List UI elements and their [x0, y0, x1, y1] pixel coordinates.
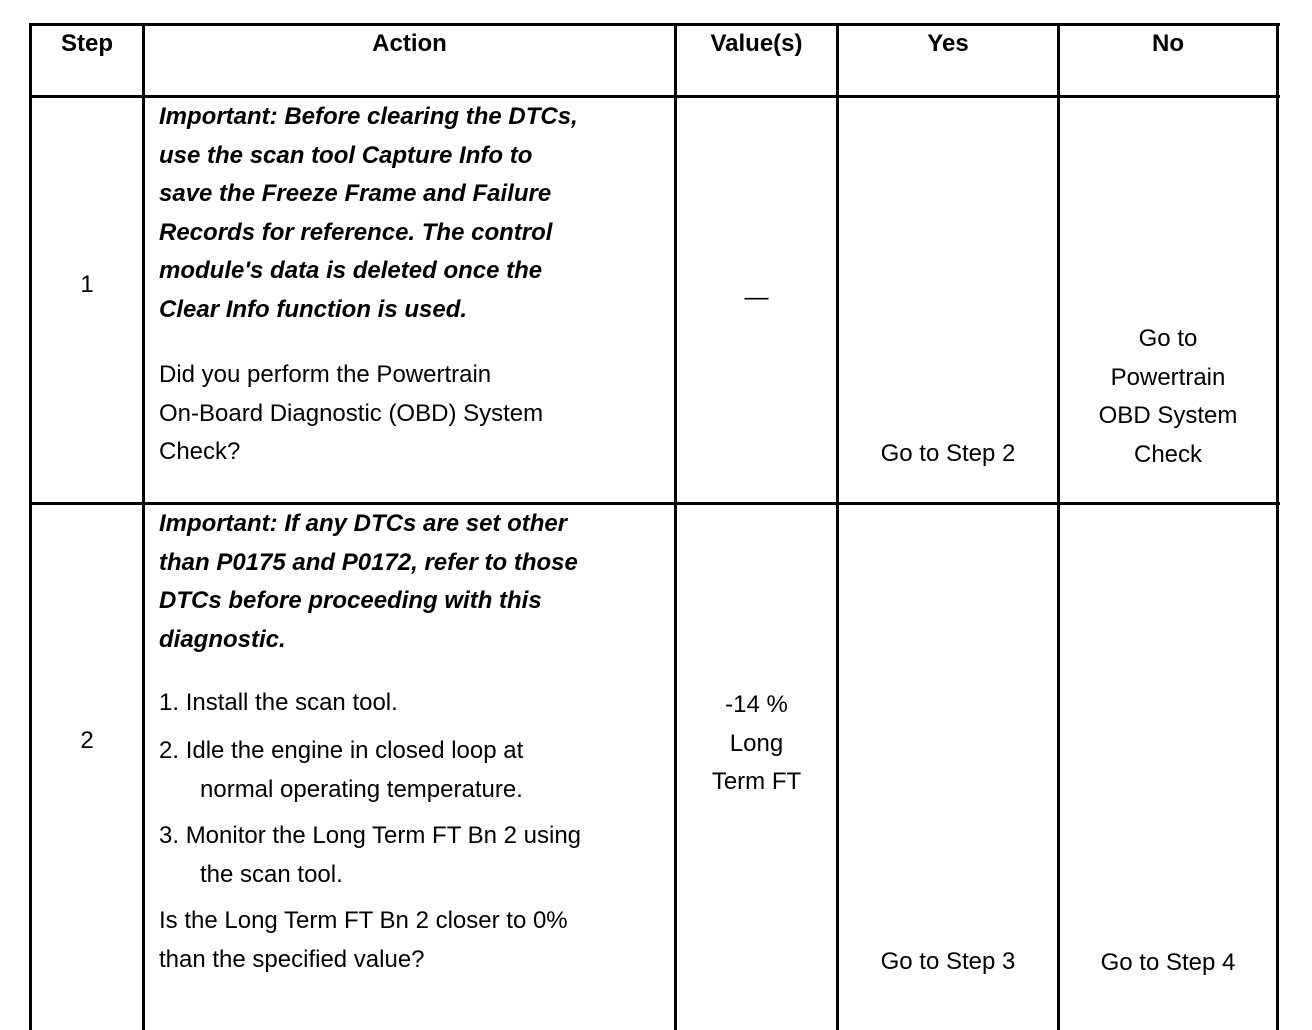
- row1-no-action: [1060, 320, 1276, 474]
- row2-important-line: than P0175 and P0172, refer to those: [159, 548, 578, 576]
- row1-yes-action: Go to Step 2: [880, 440, 1016, 467]
- row1-question: [159, 356, 669, 472]
- row1-no-line: Check: [1133, 440, 1203, 468]
- row1-important-line: Clear Info function is used.: [159, 295, 468, 323]
- row1-important-line: Records for reference. The control: [159, 218, 553, 246]
- row2-value-line: Term FT: [711, 768, 802, 795]
- row1-important-line: module's data is deleted once the: [159, 257, 543, 284]
- row1-no-line: Go to: [1138, 325, 1198, 352]
- row1-value-dash: —: [744, 284, 769, 311]
- row2-important-line: DTCs before proceeding with this: [159, 587, 542, 614]
- substep-text-cont: normal operating temperature.: [200, 775, 523, 803]
- row2-value-line: -14 %: [725, 691, 788, 718]
- row2-substep-2: [159, 732, 669, 809]
- row1-question-line: Did you perform the Powertrain: [159, 361, 492, 388]
- row1-step-number: 1: [80, 271, 94, 298]
- row1-important-line: Important: Before clearing the DTCs,: [159, 103, 578, 130]
- substep-number: 3.: [159, 822, 180, 849]
- row2-question-line: Is the Long Term FT Bn 2 closer to 0%: [159, 907, 568, 934]
- row2-question: [159, 902, 669, 979]
- header-no: No: [1152, 30, 1184, 57]
- row2-yes-action: Go to Step 3: [880, 948, 1016, 975]
- substep-number: 2.: [159, 737, 180, 764]
- col-divider-value: [836, 23, 839, 1030]
- col-divider-action: [674, 23, 677, 1030]
- row2-important-note: [159, 505, 669, 659]
- row2-step-number: 2: [80, 727, 94, 754]
- row2-important-line: diagnostic.: [159, 625, 286, 653]
- row2-value: [677, 686, 836, 802]
- substep-text-cont: the scan tool.: [200, 860, 343, 888]
- table-left-border: [29, 23, 32, 1030]
- row2-value-line: Long: [729, 729, 784, 757]
- table-right-border: [1276, 23, 1279, 1030]
- row2-important-line: Important: If any DTCs are set other: [159, 510, 568, 537]
- row1-question-line: Check?: [159, 438, 241, 465]
- col-divider-step: [142, 23, 145, 1030]
- header-action: Action: [372, 30, 447, 57]
- header-yes: Yes: [927, 30, 969, 57]
- row2-no-action: Go to Step 4: [1100, 949, 1236, 976]
- substep-text: Monitor the Long Term FT Bn 2 using: [185, 822, 582, 849]
- row1-important-line: save the Freeze Frame and Failure: [159, 180, 552, 207]
- substep-number: 1.: [159, 689, 180, 716]
- substep-text: Install the scan tool.: [185, 689, 398, 716]
- row2-substep-3: [159, 817, 669, 894]
- row2-question-line: than the specified value?: [159, 945, 425, 973]
- col-divider-yes: [1057, 23, 1060, 1030]
- row1-no-line: OBD System: [1098, 402, 1238, 429]
- row1-no-line: Powertrain: [1110, 363, 1226, 391]
- row2-substep-1: [159, 684, 669, 723]
- table-top-border: [29, 23, 1280, 26]
- row1-important-line: use the scan tool Capture Info to: [159, 141, 533, 169]
- header-values: Value(s): [710, 30, 803, 57]
- row1-question-line: On-Board Diagnostic (OBD) System: [159, 399, 544, 427]
- substep-text: Idle the engine in closed loop at: [185, 737, 524, 764]
- row1-important-note: [159, 98, 669, 329]
- header-step: Step: [60, 30, 113, 57]
